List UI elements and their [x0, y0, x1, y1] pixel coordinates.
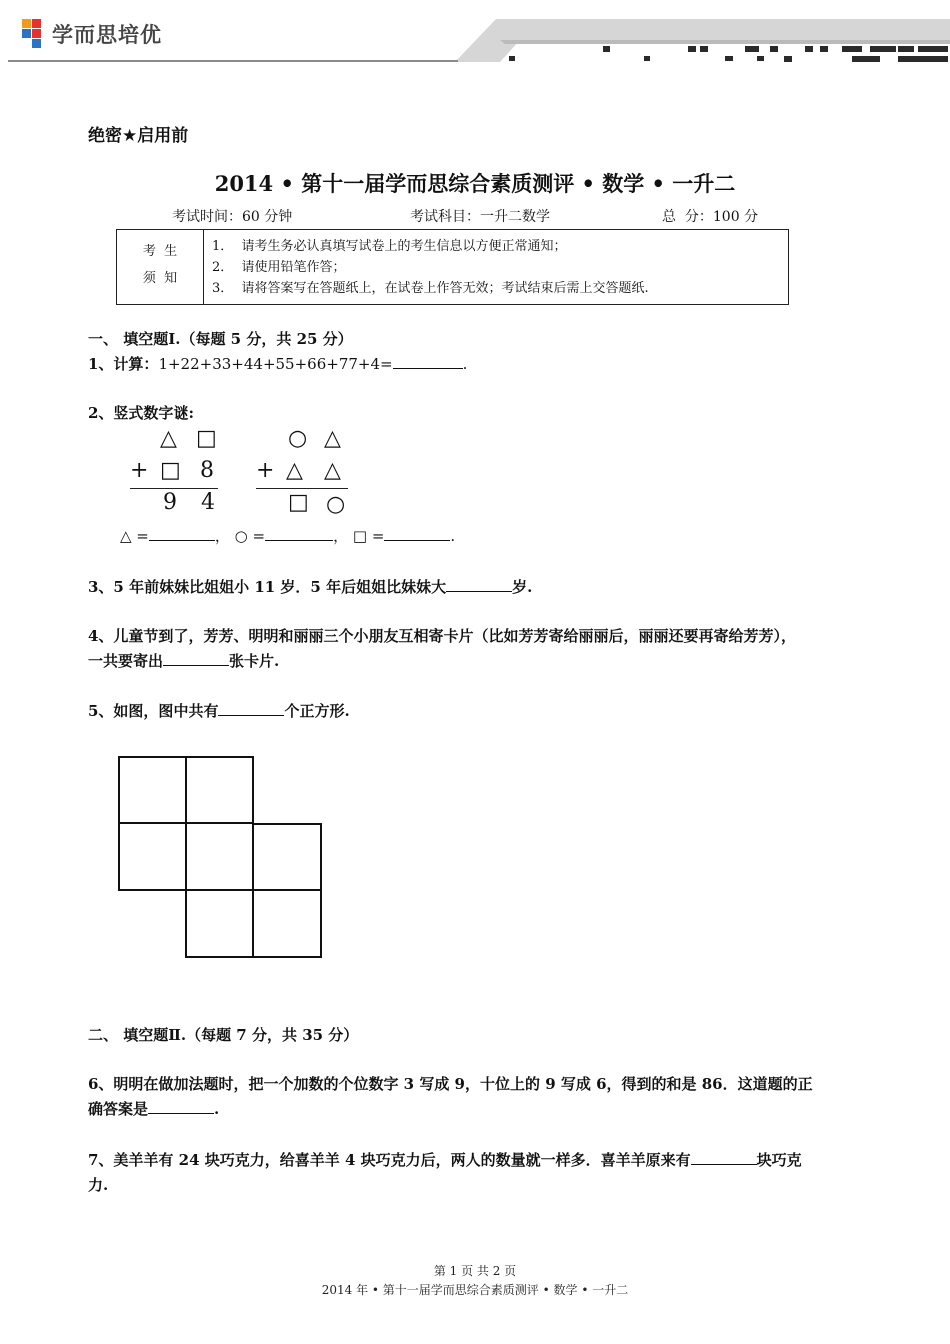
question-2-answers: △ = ， ○ = ， □ = . [120, 524, 455, 549]
footer-title: 2014 年 • 第十一届学而思综合素质测评 • 数学 • 一升二 [321, 1283, 629, 1297]
brand-name: 学而思培优 [52, 23, 162, 47]
notice-item: 1． 请考生务必认真填写试卷上的考生信息以方便正常通知； [212, 239, 567, 254]
grid-square [186, 823, 253, 890]
question-4: 4、儿童节到了，芳芳、明明和丽丽三个小朋友互相寄卡片（比如芳芳寄给丽丽后，丽丽还要再寄给芳芳）， 一共要寄出 张卡片. [88, 627, 796, 670]
triangle-answer-label: △ = [120, 527, 149, 545]
triangle-icon: △ [160, 426, 177, 451]
q4-answer-blank[interactable] [163, 649, 229, 666]
q3-answer-blank[interactable] [446, 575, 512, 592]
grid-square [119, 757, 186, 823]
q7-answer-blank[interactable] [691, 1148, 757, 1165]
circle-icon: ○ [288, 426, 308, 451]
triangle-answer-blank[interactable] [149, 524, 215, 541]
question-2-prompt: 2、竖式数字谜: [88, 404, 194, 422]
section1-heading: 一、 填空题Ⅰ.（每题 5 分，共 25 分） [88, 330, 353, 348]
grid-square [186, 890, 253, 957]
brand-logo-icon [22, 19, 48, 49]
digit: 4 [201, 490, 215, 515]
q1-expression: 1+22+33+44+55+66+77+4= [158, 355, 393, 373]
question-7: 7、美羊羊有 24 块巧克力，给喜羊羊 4 块巧克力后，两人的数量就一样多．喜羊羊原来有 块巧克 力. [88, 1148, 868, 1198]
puzzle-left [128, 426, 224, 522]
circle-answer-blank[interactable] [265, 524, 333, 541]
exam-title: 2014 • 第十一届学而思综合素质测评 • 数学 • 一升二 [214, 171, 736, 196]
question-5: 5、如图，图中共有 个正方形. [88, 699, 350, 724]
brand-logo [22, 16, 162, 52]
exam-subject: 考试科目：一升二数学 [410, 209, 550, 225]
footer-page-number: 第 1 页 共 2 页 [433, 1264, 517, 1278]
circle-icon: ○ [326, 492, 346, 517]
grid-square [186, 757, 253, 823]
notice-item: 3． 请将答案写在答题纸上，在试卷上作答无效；考试结束后需上交答题纸. [212, 281, 649, 296]
grid-square [253, 824, 321, 890]
square-answer-blank[interactable] [384, 524, 450, 541]
notice-label: 考 生 须 知 [117, 230, 204, 305]
notice-items [204, 230, 789, 305]
notice-table [116, 229, 789, 305]
square-answer-label: □ = [352, 527, 385, 545]
circle-answer-label: ○ = [234, 527, 266, 545]
triangle-icon: △ [286, 458, 303, 483]
digit: 9 [163, 490, 177, 515]
q1-answer-blank[interactable] [393, 352, 463, 369]
square-icon: □ [196, 426, 217, 451]
q1-prefix: 1、计算： [88, 355, 159, 373]
puzzle-right [254, 426, 354, 522]
squares-figure [110, 748, 330, 964]
exam-total-score: 总 分：100 分 [662, 209, 759, 225]
grid-square [119, 823, 186, 890]
square-icon: □ [160, 458, 181, 483]
grid-square [253, 890, 321, 957]
exam-time: 考试时间：60 分钟 [172, 209, 293, 225]
plus-sign: + [256, 458, 275, 483]
notice-item: 2． 请使用铅笔作答； [212, 260, 346, 275]
question-3: 3、5 年前妹妹比姐姐小 11 岁．5 年后姐姐比妹妹大 岁. [88, 575, 532, 600]
section2-heading: 二、 填空题Ⅱ.（每题 7 分，共 35 分） [88, 1026, 359, 1044]
triangle-icon: △ [324, 426, 341, 451]
secrecy-label: 绝密★启用前 [88, 126, 189, 146]
q6-answer-blank[interactable] [148, 1097, 214, 1114]
sum-line [256, 488, 348, 489]
question-1: 1、计算：1+22+33+44+55+66+77+4= . [88, 352, 467, 377]
q5-answer-blank[interactable] [218, 699, 284, 716]
square-icon: □ [288, 490, 309, 515]
plus-sign: + [130, 458, 149, 483]
digit: 8 [200, 458, 214, 483]
question-6: 6、明明在做加法题时，把一个加数的个位数字 3 写成 9，十位上的 9 写成 6，得到的和是 86．这道题的正 确答案是 . [88, 1075, 813, 1118]
sum-line [130, 488, 218, 489]
triangle-icon: △ [324, 458, 341, 483]
